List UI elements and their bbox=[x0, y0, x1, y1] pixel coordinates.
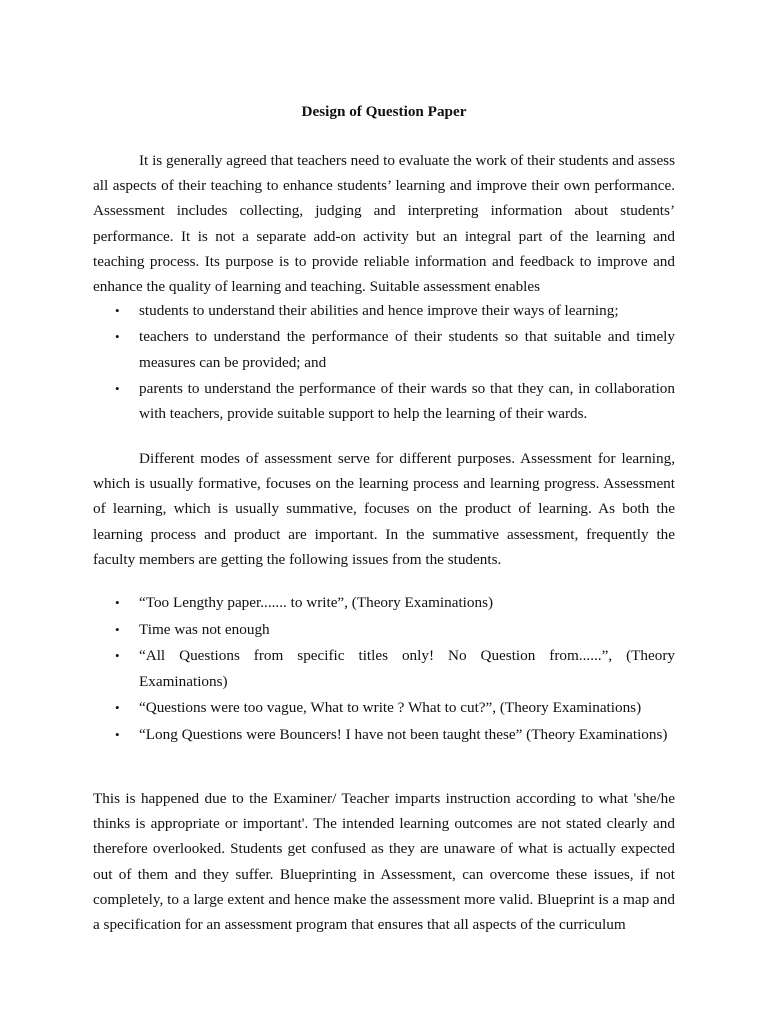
modes-paragraph: Different modes of assessment serve for different purposes. Assessment for learning, which is usually formative, focuses on the learning process and learning progress. Assessment of learning, which is usually summative, focuses on the product of learning. As both the learning process and product are important. In the summative assessment, frequently the faculty members are getting the following issues from the students. bbox=[93, 450, 675, 568]
page-title: Design of Question Paper bbox=[301, 103, 467, 120]
bullet-icon: • bbox=[115, 621, 120, 637]
intro-paragraph: It is generally agreed that teachers need to evaluate the work of their students and assess all aspects of their teaching to enhance students’ learning and improve their own performance. Assessment includes collecting, judging and interpreting information about students’ performance. It is not a separate add-on activity but an integral part of the learning and teaching process. Its purpose is to provide reliable information and feedback to improve and enhance the quality of learning and teaching. Suitable assessment enables bbox=[93, 152, 676, 296]
list-item bbox=[93, 617, 675, 642]
issues-list bbox=[93, 590, 675, 749]
list-item bbox=[93, 298, 675, 323]
list-item bbox=[93, 590, 675, 615]
list-item bbox=[93, 722, 675, 747]
enables-list bbox=[93, 298, 675, 428]
bullet-icon: • bbox=[115, 727, 120, 743]
document-page bbox=[93, 0, 675, 1024]
bullet-icon: • bbox=[115, 380, 120, 396]
list-item-text: “Questions were too vague, What to write ? What to cut?”, (Theory Examinations) bbox=[139, 699, 642, 717]
list-item-text: “Too Lengthy paper....... to write”, (Theory Examinations) bbox=[139, 594, 494, 611]
list-item-text: “Long Questions were Bouncers! I have not been taught these” (Theory Examinations) bbox=[139, 726, 668, 744]
list-item-text: students to understand their abilities and hence improve their ways of learning; bbox=[139, 302, 619, 319]
list-item-text: parents to understand the performance of their wards so that they can, in collaboration with teachers, provide suitable support to help the learning of their wards. bbox=[139, 379, 675, 423]
list-item-text: “All Questions from specific titles only! No Question from......”, (Theory Examinations) bbox=[139, 647, 675, 690]
list-item bbox=[93, 376, 675, 426]
list-item bbox=[93, 695, 675, 720]
bullet-icon: • bbox=[115, 303, 120, 318]
bullet-icon: • bbox=[115, 329, 120, 345]
list-item bbox=[93, 324, 675, 374]
closing-paragraph: This is happened due to the Examiner/ Teacher imparts instruction according to what 'she/he thinks is appropriate or important'. The intended learning outcomes are not stated clearly and therefore overlooked. Students get confused as they are unaware of what is actually expected out of them and they suffer. Blueprinting in Assessment, can overcome these issues, if not completely, to a large extent and hence make the assessment more valid. Blueprint is a map and a specification for an assessment program that ensures that all aspects of the curriculum bbox=[93, 790, 675, 934]
bullet-icon: • bbox=[115, 700, 120, 716]
list-item-text: Time was not enough bbox=[139, 620, 270, 638]
bullet-icon: • bbox=[115, 648, 120, 664]
bullet-icon: • bbox=[115, 595, 120, 610]
list-item-text: teachers to understand the performance of their students so that suitable and timely measures can be provided; and bbox=[139, 328, 675, 371]
list-item bbox=[93, 643, 675, 693]
